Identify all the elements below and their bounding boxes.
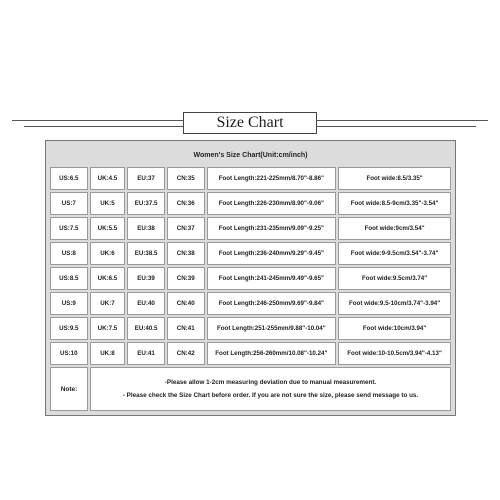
uk-size-cell: UK:6 xyxy=(90,242,126,265)
table-row xyxy=(50,192,451,215)
foot-length-cell: Foot Length:226-230mm/8.90"-9.06" xyxy=(207,192,337,215)
eu-size-cell: EU:41 xyxy=(127,342,165,365)
foot-width-cell: Foot wide:9.5cm/3.74" xyxy=(338,267,451,290)
foot-width-cell: Foot wide:8.5-9cm/3.35"-3.54" xyxy=(338,192,451,215)
note-line-1: -Please allow 1-2cm measuring deviation due to manual measurement. xyxy=(164,379,377,386)
foot-width-cell: Foot wide:9cm/3.54" xyxy=(338,217,451,240)
foot-width-cell: Foot wide:8.5/3.35" xyxy=(338,167,451,190)
uk-size-cell: UK:5.5 xyxy=(90,217,126,240)
uk-size-cell: UK:6.5 xyxy=(90,267,126,290)
us-size-cell: US:9 xyxy=(50,292,88,315)
divider-line-left-lower xyxy=(24,126,183,127)
foot-length-cell: Foot Length:236-240mm/9.29"-9.45" xyxy=(207,242,337,265)
table-header: Women's Size Chart(Unit:cm/inch) xyxy=(193,151,308,159)
eu-size-cell: EU:38 xyxy=(127,217,165,240)
table-row xyxy=(50,217,451,240)
us-size-cell: US:9.5 xyxy=(50,317,88,340)
table-row xyxy=(50,267,451,290)
divider-line-left-upper xyxy=(12,120,183,121)
cn-size-cell: CN:36 xyxy=(167,192,205,215)
foot-length-cell: Foot Length:246-250mm/9.69"-9.84" xyxy=(207,292,337,315)
note-label: Note: xyxy=(50,367,88,411)
table-row xyxy=(50,342,451,365)
eu-size-cell: EU:37 xyxy=(127,167,165,190)
us-size-cell: US:7.5 xyxy=(50,217,88,240)
uk-size-cell: UK:8 xyxy=(90,342,126,365)
us-size-cell: US:7 xyxy=(50,192,88,215)
size-chart-title: Size Chart xyxy=(183,112,317,134)
table-rows xyxy=(50,167,451,365)
eu-size-cell: EU:40 xyxy=(127,292,165,315)
table-row xyxy=(50,167,451,190)
note-text xyxy=(90,367,451,411)
foot-length-cell: Foot Length:221-225mm/8.70"-8.86" xyxy=(207,167,337,190)
uk-size-cell: UK:7 xyxy=(90,292,126,315)
note-row xyxy=(50,367,451,411)
eu-size-cell: EU:39 xyxy=(127,267,165,290)
table-row xyxy=(50,317,451,340)
cn-size-cell: CN:37 xyxy=(167,217,205,240)
uk-size-cell: UK:4.5 xyxy=(90,167,126,190)
cn-size-cell: CN:35 xyxy=(167,167,205,190)
foot-length-cell: Foot Length:256-260mm/10.08"-10.24" xyxy=(207,342,337,365)
us-size-cell: US:6.5 xyxy=(50,167,88,190)
table-row xyxy=(50,242,451,265)
note-line-2: - Please check the Size Chart before order. If you are not sure the size, please send message to us. xyxy=(122,392,419,399)
foot-width-cell: Foot wide:10-10.5cm/3.94"-4.13" xyxy=(338,342,451,365)
uk-size-cell: UK:5 xyxy=(90,192,126,215)
cn-size-cell: CN:42 xyxy=(167,342,205,365)
cn-size-cell: CN:38 xyxy=(167,242,205,265)
foot-width-cell: Foot wide:9-9.5cm/3.54"-3.74" xyxy=(338,242,451,265)
cn-size-cell: CN:39 xyxy=(167,267,205,290)
us-size-cell: US:8.5 xyxy=(50,267,88,290)
foot-width-cell: Foot wide:9.5-10cm/3.74"-3.94" xyxy=(338,292,451,315)
foot-width-cell: Foot wide:10cm/3.94" xyxy=(338,317,451,340)
foot-length-cell: Foot Length:231-235mm/9.09"-9.25" xyxy=(207,217,337,240)
eu-size-cell: EU:38.5 xyxy=(127,242,165,265)
eu-size-cell: EU:37.5 xyxy=(127,192,165,215)
foot-length-cell: Foot Length:251-255mm/9.88"-10.04" xyxy=(207,317,337,340)
table-row xyxy=(50,292,451,315)
divider-line-right-lower xyxy=(317,126,476,127)
foot-length-cell: Foot Length:241-245mm/9.49"-9.65" xyxy=(207,267,337,290)
uk-size-cell: UK:7.5 xyxy=(90,317,126,340)
cn-size-cell: CN:40 xyxy=(167,292,205,315)
cn-size-cell: CN:41 xyxy=(167,317,205,340)
size-chart-table xyxy=(45,140,456,416)
us-size-cell: US:10 xyxy=(50,342,88,365)
divider-line-right-upper xyxy=(317,120,488,121)
us-size-cell: US:8 xyxy=(50,242,88,265)
eu-size-cell: EU:40.5 xyxy=(127,317,165,340)
